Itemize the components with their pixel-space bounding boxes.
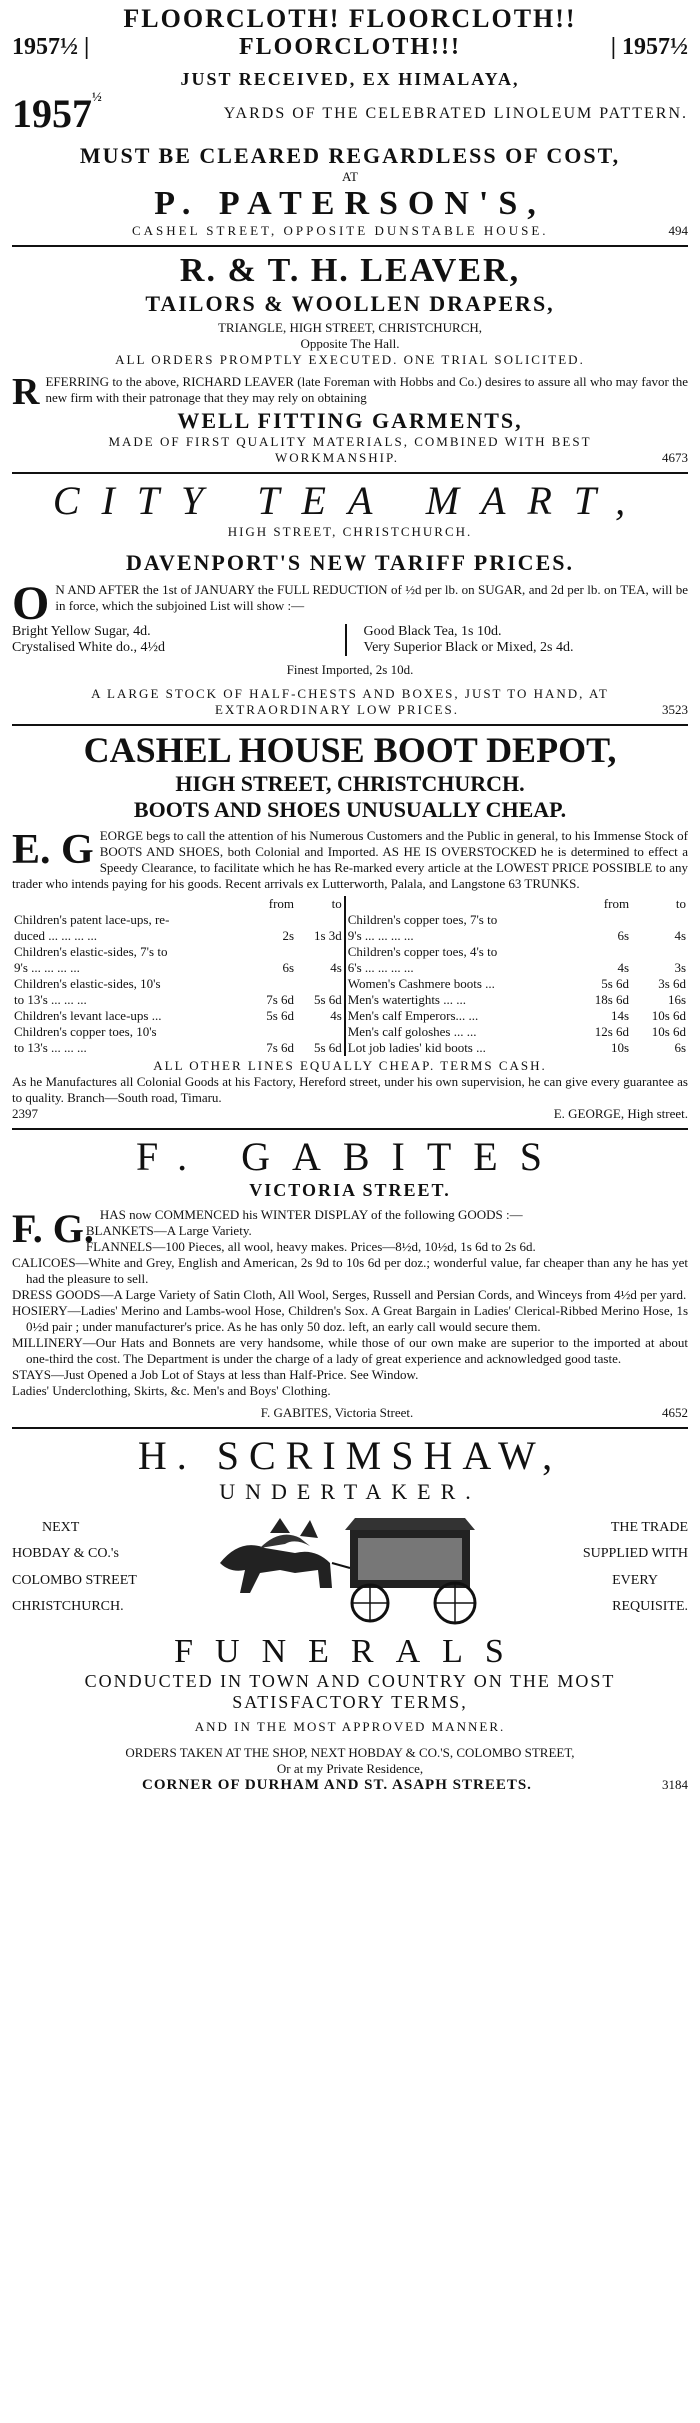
row-price-to: 10s 6d [651,1023,686,1039]
row-item: Children's elastic-sides, 7's to [14,943,168,959]
price-item: Crystalised White do., 4½d [12,639,165,655]
side-line: COLOMBO STREET [12,1572,137,1588]
hearse-row [12,1508,688,1628]
table-row [12,912,688,928]
price-item: Good Black Tea, 1s 10d. [363,623,502,639]
side-line: CHRISTCHURCH. [12,1599,124,1615]
row-price-from: 6s [282,959,295,975]
table-row [12,976,688,992]
list-item: MILLINERY—Our Hats and Bonnets are very handsome, while those of our own make are superior to the imported at about one-third the cost. The Department is under the charge of a lady of great experience and acknowledged good taste. [12,1334,688,1366]
row-item: 9's ... ... ... ... [14,959,80,975]
row-price-to: 16s [667,991,686,1007]
row-item: Children's copper toes, 10's [14,1023,157,1039]
merchant-name: P. PATERSON'S, [154,185,546,223]
row-price-to: 6s [674,1039,686,1055]
well-fitting: WELL FITTING GARMENTS, [177,407,523,433]
body-paragraph: E. G EORGE begs to call the attention of his Numerous Customers and the Public in general, to his Immense Stock of BOOTS AND SHOES, both Colonial and Imported. AS HE IS OVERSTOCKED he is determined to effect a Speedy Clearance, to facilitate which he has Re-marked every article at the LOWEST PRICE POSSIBLE to any trader who intends paying for his goods. Recent arrivals ex Lutterworth, Palala, and Langstone 63 TRUNKS. [12,826,688,891]
yards-line: YARDS OF THE CELEBRATED LINOLEUM PATTERN. [223,104,688,122]
ad-title: H. SCRIMSHAW, [137,1432,563,1478]
left-address-block [12,1515,162,1621]
workmanship-row [12,450,688,466]
must-be-cleared: MUST BE CLEARED REGARDLESS OF COST, [79,143,621,169]
just-received: JUST RECEIVED, EX HIMALAYA, [180,69,520,90]
table-row [12,992,688,1008]
big-fraction: ½ [92,89,102,105]
ad-title: CITY TEA MART, [52,477,648,523]
finest-imported: Finest Imported, 2s 10d. [286,661,414,677]
ad-boot-depot [12,726,688,1128]
ref-number: 2397 [12,1105,38,1121]
row-item: Men's watertights ... ... [345,992,574,1008]
address: HIGH STREET, CHRISTCHURCH. [175,771,525,797]
price-item: Very Superior Black or Mixed, 2s 4d. [363,639,574,655]
at-label: AT [342,169,358,185]
ref-number: 494 [668,223,688,239]
conducted-line: CONDUCTED IN TOWN AND COUNTRY ON THE MOST [84,1670,616,1691]
boots-price-table [12,896,688,1056]
boots-table-body [12,912,688,1056]
yards-row [12,90,688,137]
row-item: to 13's ... ... ... [14,991,87,1007]
table-row [12,928,688,944]
quantity-left: 1957½ | [12,33,90,60]
ad-title: FLOORCLOTH! FLOORCLOTH!! [123,4,577,33]
side-line: EVERY [612,1572,658,1588]
goods-list [12,1223,688,1399]
row-price-from: 12s 6d [594,1023,630,1039]
row-price-from: 7s 6d [266,1039,295,1055]
row-price-to [296,944,345,960]
ad-title: R. & T. H. LEAVER, [179,252,521,290]
dropcap: F. G. [12,1205,94,1251]
ad-subtitle-row [12,34,688,62]
row-price-to: 1s 3d [313,927,342,943]
row-price-to: 4s [330,1007,342,1023]
ref-number: 3184 [662,1776,688,1792]
ref-number: 4673 [662,449,688,465]
row-item: Men's calf goloshes ... ... [345,1024,574,1040]
row-item: Children's elastic-sides, 10's [14,975,161,991]
funerals-heading: FUNERALS [174,1632,526,1670]
list-item: FLANNELS—100 Pieces, all wool, heavy makes. Prices—8½d, 10½d, 1s 6d to 2s 6d. [85,1238,536,1254]
row-price-to [296,1024,345,1040]
row-price-to [631,944,688,960]
orders-line: ALL ORDERS PROMPTLY EXECUTED. ONE TRIAL SOLICITED. [115,351,585,367]
table-row [12,1040,688,1056]
row-item: Lot job ladies' kid boots ... [345,1040,574,1056]
row-price-from: 18s 6d [594,991,630,1007]
row-price-from [249,1024,296,1040]
list-item: STAYS—Just Opened a Job Lot of Stays at less than Half-Price. See Window. [12,1366,419,1382]
table-row [12,1008,688,1024]
row-price-from [249,912,296,928]
row-price-from: 5s 6d [266,1007,295,1023]
price-list [12,624,688,656]
corner-line: CORNER OF DURHAM AND ST. ASAPH STREETS. [142,1776,532,1793]
body-paragraph: O N AND AFTER the 1st of JANUARY the FULL REDUCTION of ½d per lb. on SUGAR, and 2d per lb. on TEA, will be in force, which the subjoined List will show :— [12,576,688,630]
dropcap: R [12,370,40,413]
ad-subtitle: FLOORCLOTH!!! [239,33,461,60]
row-price-to: 3s [674,959,686,975]
row-price-to [296,912,345,928]
row-price-from: 14s [611,1007,630,1023]
opposite: Opposite The Hall. [300,335,400,351]
col-header-from: from [603,895,630,911]
side-line: REQUISITE. [612,1599,688,1615]
manufactures-paragraph: As he Manufactures all Colonial Goods at his Factory, Hereford street, under his own supervision, he can give every guarantee as to quality. Branch—South road, Timaru. [12,1073,688,1105]
body-paragraph: REFERRING to the above, RICHARD LEAVER (late Foreman with Hobbs and Co.) desires to assure all who may favor the new firm with their patronage that they may rely on obtaining [12,370,688,413]
address: TRIANGLE, HIGH STREET, CHRISTCHURCH, [217,319,483,335]
ad-subtitle: UNDERTAKER. [219,1478,481,1504]
quantity-right: | 1957½ [610,33,688,60]
row-item: Children's levant lace-ups ... [14,1007,162,1023]
row-price-from: 10s [611,1039,630,1055]
street: VICTORIA STREET. [249,1179,451,1200]
col-header-from: from [268,895,295,911]
ref-number: 4652 [662,1404,688,1420]
row-item: Children's copper toes, 4's to [345,944,574,960]
address: CASHEL STREET, OPPOSITE DUNSTABLE HOUSE. [131,223,549,239]
side-line: SUPPLIED WITH [582,1546,688,1562]
row-item: Children's patent lace-ups, re- [14,911,170,927]
workmanship: WORKMANSHIP. [274,449,400,465]
orders-line: ORDERS TAKEN AT THE SHOP, NEXT HOBDAY & CO.'S, COLOMBO STREET, [125,1744,575,1760]
side-line: NEXT [42,1519,80,1535]
ad-gabites [12,1130,688,1427]
ad-title: CASHEL HOUSE BOOT DEPOT, [83,729,617,770]
row-price-to: 10s 6d [651,1007,686,1023]
col-header-to: to [675,895,686,911]
row-price-to [631,912,688,928]
price-item: Bright Yellow Sugar, 4d. [12,623,151,639]
row-price-from [249,976,296,992]
price-col-left [12,624,336,656]
big-number: $1957^{\frac{1}{2}}$ [12,89,102,137]
ad-title: F. GABITES [136,1133,564,1179]
dropcap: E. G [12,826,94,873]
row-item: 9's ... ... ... ... [345,928,574,944]
row-price-to: 5s 6d [313,1039,342,1055]
stock-line-2: EXTRAORDINARY LOW PRICES. [215,701,459,717]
table-header-row [12,896,688,912]
row-price-to: 3s 6d [658,975,686,991]
table-row [12,1024,688,1040]
ad-subtitle: TAILORS & WOOLLEN DRAPERS, [145,290,555,316]
row-price-to: 4s [330,959,342,975]
signature: F. GABITES, Victoria Street. [260,1404,414,1420]
address-row [12,223,688,239]
side-line: THE TRADE [610,1519,688,1535]
terms-line: SATISFACTORY TERMS, [232,1691,468,1712]
residence-line: Or at my Private Residence, [276,1760,424,1776]
approved-line: AND IN THE MOST APPROVED MANNER. [194,1718,506,1734]
list-item: CALICOES—White and Grey, English and American, 2s 9d to 10s 6d per doz.; wonderful value, far cheaper than any he has yet had the pleasure to sell. [12,1254,688,1286]
row-item: 6's ... ... ... ... [345,960,574,976]
table-row [12,944,688,960]
stock-line-1: A LARGE STOCK OF HALF-CHESTS AND BOXES, JUST TO HAND, AT [91,685,609,701]
ad-subtitle: BOOTS AND SHOES UNUSUALLY CHEAP. [133,796,567,822]
hearse-illustration [200,1508,500,1628]
made-of: MADE OF FIRST QUALITY MATERIALS, COMBINED WITH BEST [108,433,592,449]
price-col-right [356,624,688,656]
list-item: DRESS GOODS—A Large Variety of Satin Cloth, All Wool, Serges, Russell and Persian Cords, and Winceys from 4½d per yard. [12,1286,687,1302]
address: HIGH STREET, CHRISTCHURCH. [227,523,473,539]
ad-floorcloth [12,0,688,245]
ad-city-tea-mart [12,474,688,724]
column-divider [345,624,347,656]
table-row [12,960,688,976]
list-item: HOSIERY—Ladies' Merino and Lambs-wool Hose, Children's Sox. A Great Bargain in Ladies' Clerical-Ribbed Merino Hose, 1s 0½d pair ; under manufacturer's price. As he has only 50 doz. left, an early call would secure them. [12,1302,688,1334]
all-other-lines: ALL OTHER LINES EQUALLY CHEAP. TERMS CASH. [153,1057,547,1073]
ad-leaver [12,247,688,471]
row-item: Children's copper toes, 7's to [345,912,574,928]
row-price-from: 4s [617,959,630,975]
row-price-from: 5s 6d [601,975,630,991]
intro-paragraph: F. G. HAS now COMMENCED his WINTER DISPLAY of the following GOODS :— [12,1205,523,1251]
row-price-to: 4s [674,927,686,943]
col-header-to: to [331,895,342,911]
tariff-heading: DAVENPORT'S NEW TARIFF PRICES. [126,549,574,575]
right-trade-block [538,1515,688,1621]
row-price-to [296,976,345,992]
row-price-to: 5s 6d [313,991,342,1007]
corner-row [12,1777,688,1794]
row-price-from [574,944,631,960]
row-item: duced ... ... ... ... [14,927,98,943]
row-price-from: 7s 6d [266,991,295,1007]
row-price-from: 6s [617,927,630,943]
dropcap: O [12,576,50,630]
row-price-from [574,912,631,928]
sign-row [12,1106,688,1122]
row-item: Men's calf Emperors... ... [345,1008,574,1024]
row-item: Women's Cashmere boots ... [345,976,574,992]
signature: E. GEORGE, High street. [553,1105,688,1121]
list-item: BLANKETS—A Large Variety. [85,1222,252,1238]
ad-scrimshaw [12,1429,688,1800]
list-item: Ladies' Underclothing, Skirts, &c. Men's and Boys' Clothing. [12,1382,331,1398]
stock-row [12,702,688,718]
row-price-from: 2s [282,927,295,943]
side-line: HOBDAY & CO.'s [12,1546,119,1562]
row-item: to 13's ... ... ... [14,1039,87,1055]
sign-row [12,1405,688,1421]
row-price-from [249,944,296,960]
ref-number: 3523 [662,701,688,717]
